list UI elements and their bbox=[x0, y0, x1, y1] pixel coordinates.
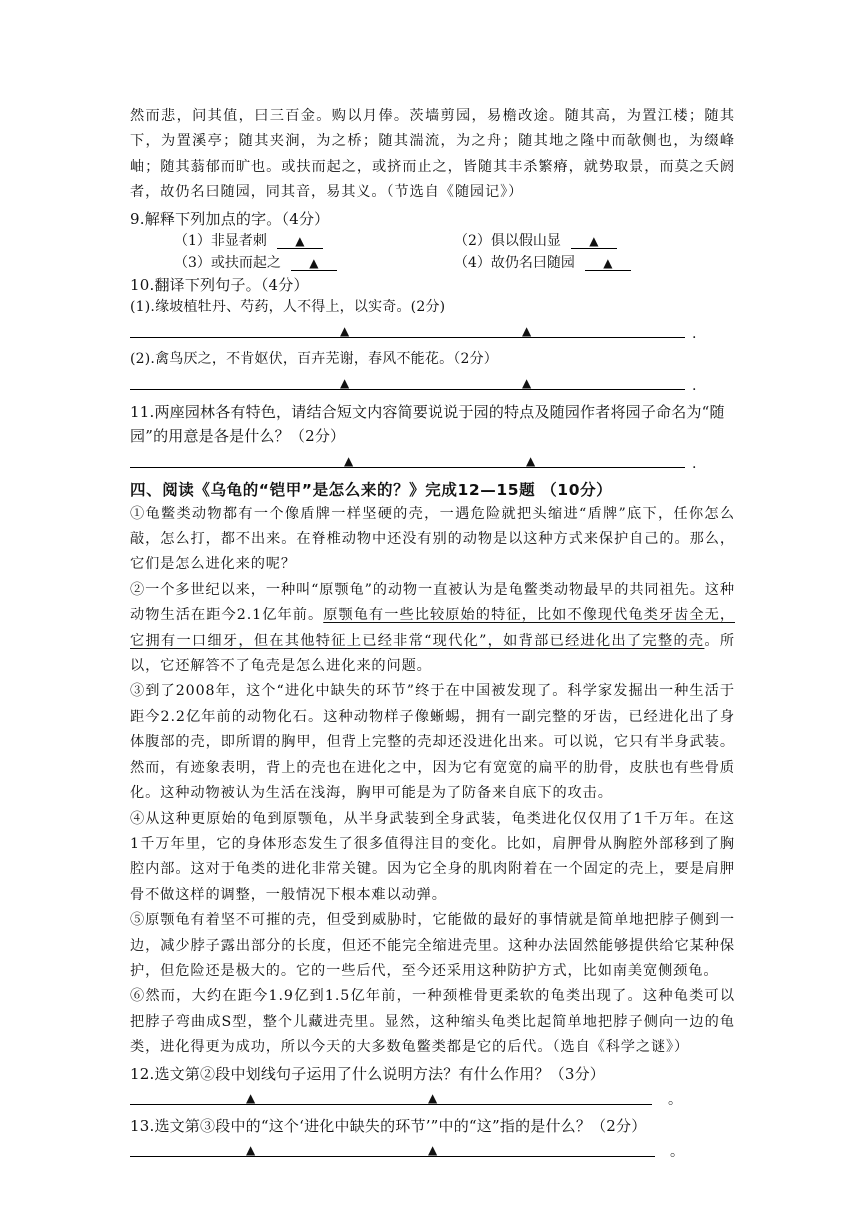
answer-marker: ▲ bbox=[340, 375, 350, 390]
period-mark: 。 bbox=[670, 1143, 684, 1160]
q11-question: 11.两座园林各有特色，请结合短文内容简要说说于园的特点及随园作者将园子命名为“随园”的用意是各是什么？（2分） bbox=[130, 402, 725, 445]
q12-question: 12.选文第②段中划线句子运用了什么说明方法？有什么作用？（3分） bbox=[130, 1064, 606, 1083]
answer-marker: ▲ bbox=[428, 1090, 438, 1105]
article-paragraph-1: ①龟鳖类动物都有一个像盾牌一样坚硬的壳，一遇危险就把头缩进“盾牌”底下，任你怎么敲，怎么打，都不出来。在脊椎动物中还没有别的动物是以这种方式来保护自己的。那么，它们是怎么进化来的呢？ bbox=[130, 505, 735, 573]
period-mark: . bbox=[692, 377, 697, 394]
answer-marker: ▲ bbox=[344, 453, 354, 468]
period-mark: . bbox=[692, 455, 697, 472]
answer-marker: ▲ bbox=[340, 323, 350, 338]
answer-marker: ▲ bbox=[522, 323, 532, 338]
answer-line[interactable] bbox=[130, 320, 735, 342]
answer-blank[interactable]: ▲ bbox=[571, 234, 617, 249]
q13-question: 13.选文第③段中的“这个‘进化中缺失的环节’”中的“这”指的是什么？（2分） bbox=[130, 1116, 647, 1135]
q9-item-3: （3）或扶而起之 ▲ bbox=[174, 252, 454, 274]
passage-intro: 然而悲，问其值，曰三百金。购以月俸。茨墙剪园，易檐改途。随其高，为置江楼；随其下，为置溪亭；随其夹涧，为之桥；随其湍流，为之舟；随其地之隆中而欹侧也，为缀峰岫；随其蓊郁而旷也。或扶而起之，或挤而止之，皆随其丰杀繁瘠，就势取景，而莫之夭阏者，故仍名曰随园，同其音，易其义。（节选自《随园记》） bbox=[130, 108, 735, 201]
answer-line[interactable] bbox=[130, 450, 735, 472]
answer-line[interactable] bbox=[130, 372, 735, 394]
article-paragraph-2: ②一个多世纪以来，一种叫“原颚龟”的动物一直被认为是龟鳖类动物最早的共同祖先。这种动物生活在距今2.1亿年前。原颚龟有一些比较原始的特征，比如不像现代龟类牙齿全无，它拥有一口细牙，但在其他特征上已经非常“现代化”，如背部已经进化出了完整的壳。所以，它还解答不了龟壳是怎么进化来的问题。 bbox=[130, 581, 735, 675]
q10-sentence-2: (2).禽鸟厌之，不肯妪伏，百卉芜谢，春风不能花。（2分） bbox=[130, 350, 498, 367]
q9-title: 9.解释下列加点的字。（4分） bbox=[130, 209, 330, 228]
answer-marker: ▲ bbox=[522, 375, 532, 390]
answer-marker: ▲ bbox=[246, 1142, 256, 1157]
q9-item-4: （4）故仍名曰随园 ▲ bbox=[454, 252, 754, 274]
answer-blank[interactable]: ▲ bbox=[291, 256, 337, 271]
section-4-title: 四、阅读《乌龟的“铠甲”是怎么来的？》完成12—15题 （10分） bbox=[130, 480, 613, 499]
article-paragraph-6: ⑥然而，大约在距今1.9亿到1.5亿年前，一种颈椎骨更柔软的龟类出现了。这种龟类可以把脖子弯曲成S型，整个儿藏进壳里。显然，这种缩头龟类比起简单地把脖子侧向一边的龟类，进化得更为成功，所以今天的大多数龟鳖类都是它的后代。（选自《科学之谜》） bbox=[130, 988, 735, 1056]
article-paragraph-5: ⑤原颚龟有着坚不可摧的壳，但受到威胁时，它能做的最好的事情就是简单地把脖子侧到一边，减少脖子露出部分的长度，但还不能完全缩进壳里。这种办法固然能够提供给它某种保护，但危险还是极大的。它的一些后代，至今还采用这种防护方式，比如南美宽侧颈龟。 bbox=[130, 912, 735, 979]
underlined-sentence: 原颚龟有一些比较原始的特征，比如不像现代龟类牙齿全无，它拥有一口细牙，但在其他特征上已经非常“现代化”，如背部已经进化出了完整的壳 bbox=[130, 607, 735, 649]
answer-line[interactable] bbox=[130, 1139, 735, 1161]
q10-sentence-1: (1).缘坡植牡丹、芍药，人不得上，以实奇。(2分) bbox=[130, 298, 446, 315]
period-mark: . bbox=[692, 325, 697, 342]
answer-line[interactable] bbox=[130, 1087, 735, 1109]
exam-page bbox=[130, 104, 735, 1167]
q10-title: 10.翻译下列句子。（4分） bbox=[130, 275, 309, 294]
article-paragraph-4: ④从这种更原始的龟到原颚龟，从半身武装到全身武装，龟类进化仅仅用了1千万年。在这1千万年里，它的身体形态发生了很多值得注目的变化。比如，肩胛骨从胸腔外部移到了胸腔内部。这对于龟类的进化非常关键。因为它全身的肌肉附着在一个固定的壳上，要是肩胛骨不做这样的调整，一般情况下根本难以动弹。 bbox=[130, 810, 735, 903]
answer-marker: ▲ bbox=[246, 1090, 256, 1105]
q9-item-1: （1）非显者刺 ▲ bbox=[174, 230, 454, 252]
q9-item-2: （2）俱以假山显 ▲ bbox=[454, 230, 754, 252]
answer-marker: ▲ bbox=[526, 453, 536, 468]
article-paragraph-3: ③到了2008年，这个“进化中缺失的环节”终于在中国被发现了。科学家发掘出一种生活于距今2.2亿年前的动物化石。这种动物样子像蜥蜴，拥有一副完整的牙齿，已经进化出了身体腹部的壳，即所谓的胸甲，但背上完整的壳却还没进化出来。可以说，它只有半身武装。然而，有迹象表明，背上的壳也在进化之中，因为它有宽宽的扁平的肋骨，皮肤也有些骨质化。这种动物被认为生活在浅海，胸甲可能是为了防备来自底下的攻击。 bbox=[130, 683, 735, 802]
period-mark: 。 bbox=[668, 1091, 682, 1108]
answer-blank[interactable]: ▲ bbox=[277, 234, 323, 249]
q9-options bbox=[130, 230, 735, 274]
answer-blank[interactable]: ▲ bbox=[585, 256, 631, 271]
answer-marker: ▲ bbox=[428, 1142, 438, 1157]
